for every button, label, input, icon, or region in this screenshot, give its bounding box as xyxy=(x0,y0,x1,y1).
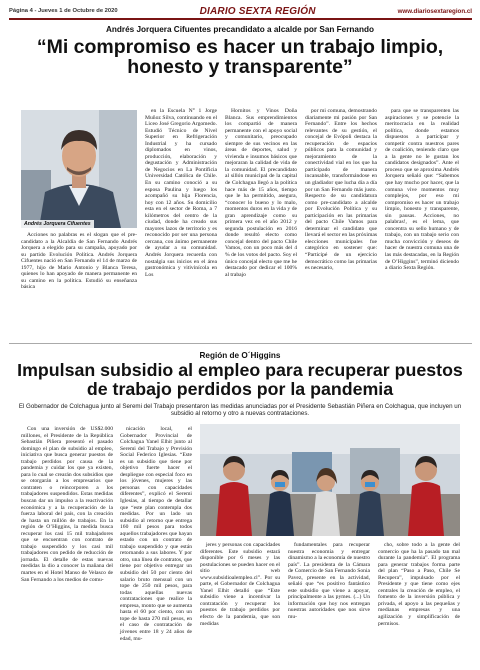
section-divider xyxy=(9,343,472,344)
article2-col5-text: cho, sobre todo a la gente del comercio que ha la pasado tan mal durante la pandemia”. El programa para generar trabajos forma parte del plan “Paso a Paso, Chile Se Recupera”, impulsado por el Presidente y que tiene como ejes centrales la creación de empleo, el fomento de la inversión pública y privada, el apoyo a las pequeñas y medianas empresas y una agilización y simplificación de permisos. xyxy=(378,542,460,627)
article1-col4-text: por mi comuna, demostrando diariamente mi pasión por San Fernando”. Entre los hechos relevantes de su gestión, el concejal de Evópoli destaca la recuperación de espacios públicos para la comunidad y mejoramiento de la conectividad vial en los que ha participado de manera incansable, transformándose en un gladiador que lucha día a día por un San Fernando más justo. Respecto de su candidatura como pre-candidato a alcalde por Evolución Política y su participación en las primarias del pacto Chile Vamos para determinar el candidato que llevará el sector en las próximas elecciones municipales fue categórico en sostener que: “Participé de un ejercicio democrático como las primarias es necesario, xyxy=(305,108,377,272)
article1-column-5 xyxy=(385,108,459,332)
article2-kicker: Región de O´Higgins xyxy=(199,351,281,360)
article1-photo xyxy=(21,110,137,228)
article1-kicker: Andrés Jorquera Cifuentes precandidato a alcalde por San Fernando xyxy=(106,25,374,34)
article2-deck: El Gobernador de Colchagua junto al Seremi del Trabajo presentaron las medidas anunciadas por el Presidente Sebastián Piñera en Colchagua, que incluyen un subsidio al retorno y otro a nuevas contrataciones. xyxy=(18,403,462,418)
page-header xyxy=(9,4,472,20)
website-link[interactable]: www.diariosextaregion.cl xyxy=(397,7,472,15)
article2-col4-text: fundamentales para recuperar nuestra economía y entregar dinamismo a la economía de nuestro país”. La presidenta de la Cámara de Comercio de San Fernando Sonia Pavez, presente en la actividad, señaló que “es positivo fantástico este subsidio que viene a apoyar, principalmente a las pymes. (...) Un información que hoy nos entregan nuestras autoridades que nos sirve mu- xyxy=(288,542,370,621)
article2-photo xyxy=(200,424,460,536)
article2-column-2 xyxy=(120,426,192,664)
article2-column-1 xyxy=(21,426,113,664)
masthead-title: DIARIO SEXTA REGIÓN xyxy=(199,5,316,17)
article1-headline: “Mi compromiso es hacer un trabajo limpio, honesto y transparente” xyxy=(36,36,444,78)
article1-col3-text: Hornitos y Vinos Doña Blanca. Sus emprendimientos los compartió de manera permanente con el apoyo social y comunitario, preocupado siempre de sus vecinos en las áreas de deportes, salud y vivienda e insumos básicos que mejoraran la calidad de vida de la comunidad. El precandidato al sillón municipal de la capital de Colchagua llegó a la política hace más de 15 años, tiempo que le ha permitido, asegura, “conocer lo bueno y lo malo, momentos duros en la vida y de gran aprendizaje como su primera vez en el año 2012 y segunda postulación en 2016 donde resultó electo como concejal dentro del pacto Chile Vamos, con un poco más del 4 % de los votos del pacto. Soy el único concejal electo que me he destacado por dedicar el 100% al trabajo xyxy=(225,108,297,278)
article1-column-2 xyxy=(145,108,217,332)
article1-col2-text: en la Escuela N° 1 Jorge Muñoz Silva, continuando en el Liceo José Gregorio Argomedo. Estudió Técnico de Nivel Superior en Refrigeración Industrial y ha cursado diplomados en vinos, producción, elaboración y degustación y Administración de Negocios en La Pontificia Universidad Católica de Chile. En su camino conoció a su esposa Paulina y luego los acompañó su hija Florencia, hoy con 12 años. Su domicilio esta en el sector de Roma, a 7 kilómetros del centro de la ciudad, donde ha creado sus mayores lazos de territorio y es reconocido por ser una persona cercana, con ánimo permanente de ayudar a su comunidad. Andrés Jorquera recuerda con nostalgia sus inicios en el área gastronómica y vitivinícola en Los xyxy=(145,108,217,278)
article1-col1-text: Acciones no palabras es el slogan que el pre-candidato a la Alcaldía de San Fernando Andrés Jorquera a elegido para su campaña, apoyado por su partido Evolución Política. Andrés Jorquera Cifuentes nació en San Fernando el 14 de marzo de 1977, hijo de Mario Antonio y Blanca Teresa, quienes lo han apoyado de manera permanente en su camino en la política. Estudió su enseñanza básica xyxy=(21,232,137,291)
article2-column-3 xyxy=(200,542,280,664)
portrait-image xyxy=(21,110,137,228)
article2-col2-text: nicación local, el Gobernador Provincial de Colchagua Yanel Elhit junto al Seremi del Trabajo y Previsión Social Federico Iglesias. “Este es un subsidio que tiene por objetivo fuerte hacer el despliegue con especial foco en los jóvenes, mujeres y las personas con capacidades diferentes”, explicó el Seremi Iglesias, al tiempo de detallar que “este plan contempla dos medidas. Por un lado un subsidio al retorno que entrega 160 mil pesos para todos aquellos trabajadores que hayan estado con un contrato de trabajo suspendido y que están retornando a sus labores. Y por otro, una línea de contratos, que tiene por objetivo entregar un subsidio del 50 por ciento del salario bruto mensual con un tope de 250 mil pesos, para todas aquellas nuevas contrataciones que realice la empresa, monto que se aumenta hasta el 60 por ciento, con un tope de hasta 270 mil pesos, en el caso de contratación de jóvenes entre 18 y 24 años de edad, mu- xyxy=(120,426,192,642)
photo-caption: Andrés Jorquera Cifuentes xyxy=(21,220,94,228)
article1-column-3 xyxy=(225,108,297,332)
article1-col5-text: para que se transparenten las aspiraciones y se potencie la meritocracia en la realidad política, donde estamos dispuestos a participar y competir contra nuestros pares de coalición, teniendo claro que a la gente no le gustan los candidatos designados”. Ante el proceso que se aproxima Andrés Jorquera señaló que: “Sabemos que hay mucho por hacer, que la comuna vive momentos muy complejos, por eso mi compromiso es hacer un trabajo limpio, honesto y transparente, sin pausas. Acciones, no palabras!, es el lema, que concentra su sello humano y de trabajo, con un trabajo serio con mucha convicción y deseos de hacer de nuestra comuna una de las más destacadas, en la Región de O’Higgins”, terminó diciendo a diario Sexta Región. xyxy=(385,108,459,272)
group-photo-image xyxy=(200,424,460,536)
article1-column-4 xyxy=(305,108,377,332)
article2-headline: Impulsan subsidio al empleo para recuperar puestos de trabajo perdidos por la pandemia xyxy=(17,360,463,399)
page-number-date: Página 4 - Jueves 1 de Octubre de 2020 xyxy=(9,8,118,14)
article1-column-1 xyxy=(21,232,137,332)
article2-col3-text: jeres y personas con capacidades diferentes. Este subsidio estará disponible por 6 meses y las postulaciones se pueden hacer en el sitio web www.subsidioalempleo.cl”. Por su parte, el Gobernador de Colchagua Yanel Elhit detalló que “Este subsidio viene a incentivar la contratación y recuperar los puestos de trabajo perdidos por efecto de la pandemia, que son medidas xyxy=(200,542,280,627)
article2-column-4 xyxy=(288,542,370,664)
article2-column-5 xyxy=(378,542,460,664)
article2-col1-text: Con una inversión de US$2.000 millones, el Presidente de la República Sebastián Piñera presentó el pasado domingo el plan de subsidio al empleo, iniciativa que busca generar puestos de trabajo perdidos por causa de la pandemia y cuidar los que ya existen, para lo cual se crearán dos subsidios que se otorgarán a los empresarios que contraten o reincorporen a los trabajadores suspendidos. Estas medidas buscan dar un impulso a la reactivación económica y a la recuperación de la fuerza laboral del país, con la creación de hasta un millón de trabajos. En la región de O’Higgins, la medida busca recuperar los casi 15 mil trabajadores que se encuentran con contrato de trabajo suspendido y los casi mil trabajadores con pedido de reducción de jornada. El detalle de estas nuevas medidas la dio a conocer la mañana del martes en el Hotel Manso de Velasco de San Fernando a los medios de comu- xyxy=(21,426,113,583)
